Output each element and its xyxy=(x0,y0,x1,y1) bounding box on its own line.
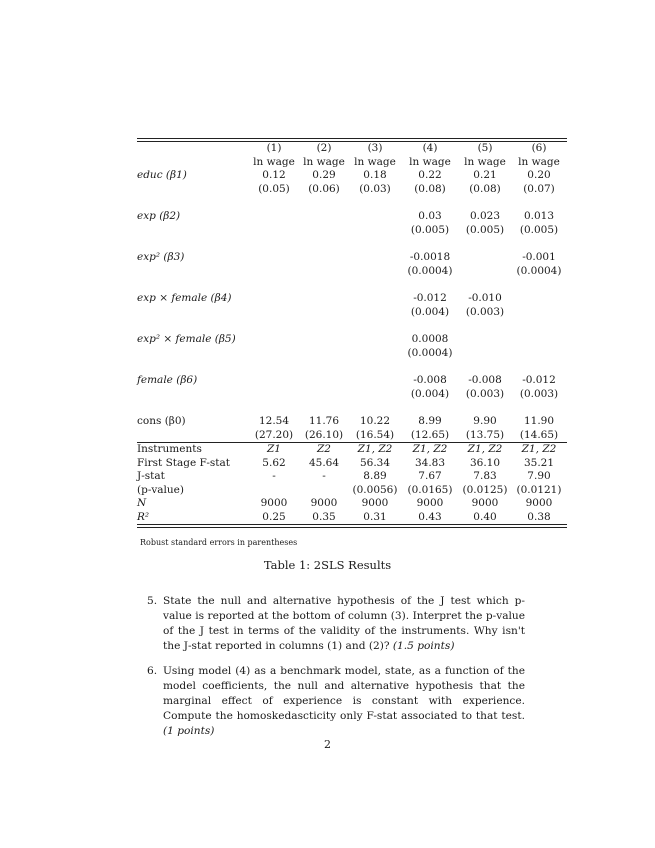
statistic-row xyxy=(137,484,567,498)
question-item xyxy=(147,594,525,654)
table-cell: (0.004) xyxy=(410,387,450,400)
table-cell: (0.003) xyxy=(519,387,559,400)
table-cell: 0.31 xyxy=(363,510,387,523)
table-caption: Table 1: 2SLS Results xyxy=(263,558,392,572)
table-cell xyxy=(349,251,401,265)
table-cell: ln wage xyxy=(464,155,506,168)
question-text: State the null and alternative hypothesis of the J test which p-value is reported at the bottom of column (3). Interpret the p-value of the J test in terms of the validity of the instruments. Why isn't the J-stat reported in columns (1) and (2)? xyxy=(163,595,525,652)
table-cell: (0.0004) xyxy=(407,346,453,359)
table-cell xyxy=(459,265,511,279)
table-cell: 9000 xyxy=(416,497,444,509)
statistic-row xyxy=(137,511,567,525)
table-cell: (0.003) xyxy=(465,387,505,400)
table-cell xyxy=(299,224,349,238)
table-cell xyxy=(249,306,299,320)
table-cell: 10.22 xyxy=(359,415,391,427)
table-cell: 11.76 xyxy=(308,415,340,427)
table-cell: 7.67 xyxy=(418,470,442,482)
table-cell: 5.62 xyxy=(262,456,286,469)
table-cell xyxy=(299,210,349,224)
table-note: Robust standard errors in parentheses xyxy=(140,538,298,547)
question-number: 6. xyxy=(147,665,158,677)
table-cell: (0.0056) xyxy=(352,483,398,496)
regression-table xyxy=(137,138,567,528)
row-label: female (β6) xyxy=(137,374,198,386)
table-cell: -0.001 xyxy=(522,251,556,263)
table-cell: - xyxy=(272,470,276,482)
table-cell: 7.90 xyxy=(527,470,551,482)
table-cell xyxy=(511,292,567,306)
table-cell xyxy=(249,374,299,388)
table-cell: Z1, Z2 xyxy=(349,443,401,457)
table-cell: 0.18 xyxy=(363,169,387,181)
table-cell: - xyxy=(322,470,326,482)
table-cell: (0.07) xyxy=(523,182,555,195)
table-cell xyxy=(249,224,299,238)
row-label xyxy=(137,347,249,361)
table-cell xyxy=(249,484,299,498)
table-cell: (0.005) xyxy=(410,223,450,236)
table-cell xyxy=(299,306,349,320)
results-table xyxy=(137,142,567,524)
table-cell: Z1, Z2 xyxy=(401,443,459,457)
table-cell: 7.83 xyxy=(473,470,497,482)
coefficient-row xyxy=(137,210,567,224)
table-cell: 9000 xyxy=(471,497,499,509)
table-cell: ln wage xyxy=(303,155,345,168)
table-cell: (0.06) xyxy=(308,182,340,195)
table-cell xyxy=(249,388,299,402)
statistic-row xyxy=(137,497,567,511)
table-cell: (27.20) xyxy=(254,428,294,441)
question-number: 5. xyxy=(147,595,158,607)
table-cell xyxy=(299,347,349,361)
coefficient-row xyxy=(137,292,567,306)
table-cell: -0.008 xyxy=(413,374,447,386)
table-cell: -0.0018 xyxy=(409,251,451,263)
table-cell: (12.65) xyxy=(410,428,450,441)
table-cell: (26.10) xyxy=(304,428,344,441)
table-cell: 9000 xyxy=(525,497,553,509)
table-cell: (5) xyxy=(477,142,493,154)
table-cell: Z1 xyxy=(249,443,299,457)
table-cell xyxy=(349,333,401,347)
table-cell: 0.43 xyxy=(418,510,442,523)
table-cell: 0.25 xyxy=(262,510,286,523)
question-item xyxy=(147,664,525,739)
column-number-row xyxy=(137,142,567,156)
spacer-row xyxy=(137,319,567,333)
table-cell: 8.89 xyxy=(363,470,387,482)
question-text: Using model (4) as a benchmark model, state, as a function of the model coefficients, the null and alternative hypothesis that the marginal effect of experience is constant with experience. Compute the homoskedascticity only F-stat associated to that test. xyxy=(163,665,525,722)
row-label: R² xyxy=(137,510,150,523)
table-cell: 0.35 xyxy=(312,510,336,523)
table-cell xyxy=(349,224,401,238)
table-cell: 0.20 xyxy=(527,169,551,181)
statistic-row xyxy=(137,457,567,471)
table-cell: Z1, Z2 xyxy=(459,443,511,457)
table-cell: 56.34 xyxy=(359,456,391,469)
coefficient-row xyxy=(137,374,567,388)
spacer-row xyxy=(137,196,567,210)
table-cell: (0.0004) xyxy=(407,264,453,277)
bottom-rule xyxy=(137,524,567,528)
table-cell: ln wage xyxy=(409,155,451,168)
table-cell xyxy=(299,484,349,498)
table-cell: (0.0165) xyxy=(407,483,453,496)
spacer-row xyxy=(137,278,567,292)
statistic-row xyxy=(137,443,567,457)
spacer-row xyxy=(137,401,567,415)
table-cell: 36.10 xyxy=(469,456,501,469)
table-cell xyxy=(459,333,511,347)
table-cell: (0.005) xyxy=(465,223,505,236)
table-cell xyxy=(349,374,401,388)
table-cell: -0.012 xyxy=(413,292,447,304)
table-cell xyxy=(349,265,401,279)
table-cell: (6) xyxy=(531,142,547,154)
table-cell xyxy=(459,347,511,361)
table-cell: 0.0008 xyxy=(411,333,449,345)
row-label: (p-value) xyxy=(137,483,184,496)
table-cell: 9000 xyxy=(361,497,389,509)
table-cell: (0.004) xyxy=(410,305,450,318)
table-cell: -0.010 xyxy=(468,292,502,304)
table-cell xyxy=(349,210,401,224)
row-label: Instruments xyxy=(137,443,249,457)
row-label xyxy=(137,224,249,238)
table-cell: (3) xyxy=(367,142,383,154)
row-label: cons (β0) xyxy=(137,415,186,427)
table-cell: 45.64 xyxy=(308,456,340,469)
row-label xyxy=(137,142,249,156)
row-label: First Stage F-stat xyxy=(137,456,231,469)
table-cell xyxy=(459,251,511,265)
table-cell: 0.21 xyxy=(473,169,497,181)
row-label xyxy=(137,183,249,197)
table-cell xyxy=(249,333,299,347)
table-cell: 0.013 xyxy=(523,210,555,222)
table-cell: 0.12 xyxy=(262,169,286,181)
table-cell xyxy=(511,347,567,361)
table-cell xyxy=(249,265,299,279)
table-cell: (13.75) xyxy=(465,428,505,441)
table-cell: (0.08) xyxy=(414,182,446,195)
table-cell xyxy=(349,347,401,361)
table-cell xyxy=(349,292,401,306)
table-cell: ln wage xyxy=(518,155,560,168)
table-cell: Z1, Z2 xyxy=(511,443,567,457)
table-cell: -0.012 xyxy=(522,374,556,386)
row-label xyxy=(137,265,249,279)
question-points: (1.5 points) xyxy=(392,640,455,652)
table-cell: (0.03) xyxy=(359,182,391,195)
row-label: educ (β1) xyxy=(137,169,187,181)
table-cell: (0.08) xyxy=(469,182,501,195)
page-number: 2 xyxy=(324,738,331,751)
table-cell: Z2 xyxy=(299,443,349,457)
table-cell: 12.54 xyxy=(258,415,290,427)
table-cell: (2) xyxy=(316,142,332,154)
table-cell: (4) xyxy=(422,142,438,154)
table-cell xyxy=(249,292,299,306)
row-label: exp (β2) xyxy=(137,210,181,222)
coefficient-row xyxy=(137,251,567,265)
row-label: J-stat xyxy=(137,470,165,482)
table-cell: ln wage xyxy=(354,155,396,168)
table-cell: (0.003) xyxy=(465,305,505,318)
question-list xyxy=(147,594,525,749)
spacer-row xyxy=(137,360,567,374)
row-label xyxy=(137,306,249,320)
dependent-variable-row xyxy=(137,156,567,170)
question-points: (1 points) xyxy=(163,725,215,737)
row-label xyxy=(137,156,249,170)
table-cell: 34.83 xyxy=(414,456,446,469)
coefficient-row xyxy=(137,169,567,183)
table-cell xyxy=(299,292,349,306)
table-cell xyxy=(299,251,349,265)
table-cell xyxy=(349,306,401,320)
standard-error-row xyxy=(137,388,567,402)
standard-error-row xyxy=(137,265,567,279)
coefficient-row xyxy=(137,333,567,347)
row-label: exp × female (β4) xyxy=(137,292,232,304)
table-cell: 0.38 xyxy=(527,510,551,523)
row-label xyxy=(137,388,249,402)
table-cell: 11.90 xyxy=(523,415,555,427)
table-cell xyxy=(249,347,299,361)
table-cell: 8.99 xyxy=(418,415,442,427)
table-cell: (0.05) xyxy=(258,182,290,195)
standard-error-row xyxy=(137,347,567,361)
coefficient-row xyxy=(137,415,567,429)
row-label: N xyxy=(137,497,147,509)
table-cell xyxy=(349,388,401,402)
table-cell: 9000 xyxy=(260,497,288,509)
row-label: exp² (β3) xyxy=(137,251,185,263)
table-cell xyxy=(249,210,299,224)
table-cell: (0.0004) xyxy=(516,264,562,277)
table-cell xyxy=(511,333,567,347)
table-cell: 9.90 xyxy=(473,415,497,427)
table-cell: 0.40 xyxy=(473,510,497,523)
table-cell xyxy=(511,306,567,320)
table-cell: 9000 xyxy=(310,497,338,509)
table-cell: 35.21 xyxy=(523,456,555,469)
spacer-row xyxy=(137,237,567,251)
table-cell: (14.65) xyxy=(519,428,559,441)
table-cell: (0.005) xyxy=(519,223,559,236)
standard-error-row xyxy=(137,183,567,197)
table-cell xyxy=(299,388,349,402)
table-cell: (0.0121) xyxy=(516,483,562,496)
table-cell xyxy=(249,251,299,265)
table-cell: ln wage xyxy=(253,155,295,168)
statistic-row xyxy=(137,470,567,484)
table-cell: 0.22 xyxy=(418,169,442,181)
table-cell xyxy=(299,265,349,279)
table-cell: -0.008 xyxy=(468,374,502,386)
standard-error-row xyxy=(137,224,567,238)
table-cell: 0.29 xyxy=(312,169,336,181)
standard-error-row xyxy=(137,429,567,443)
table-cell: (1) xyxy=(266,142,282,154)
standard-error-row xyxy=(137,306,567,320)
table-cell: 0.03 xyxy=(418,210,442,222)
row-label xyxy=(137,429,249,443)
table-cell: (16.54) xyxy=(355,428,395,441)
table-cell xyxy=(299,333,349,347)
table-cell: (0.0125) xyxy=(462,483,508,496)
table-cell xyxy=(299,374,349,388)
row-label: exp² × female (β5) xyxy=(137,333,236,345)
table-cell: 0.023 xyxy=(469,210,501,222)
